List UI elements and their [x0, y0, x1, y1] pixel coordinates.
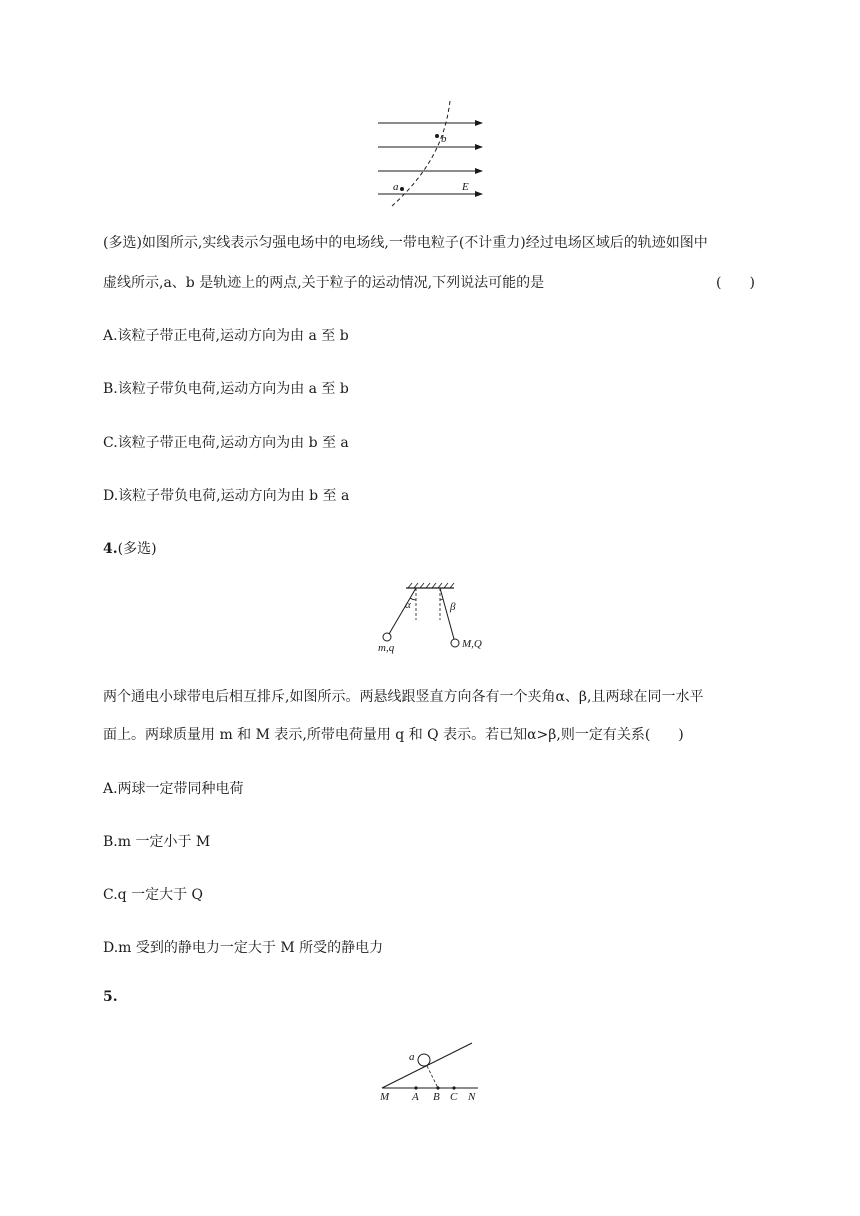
q4-option-d[interactable]: D.m 受到的静电力一定大于 M 所受的静电力: [103, 940, 384, 956]
left-string: [389, 588, 416, 634]
point-a-dot: [400, 187, 404, 191]
label-b: b: [441, 133, 447, 145]
q3-answer-bracket: ( ): [716, 275, 755, 291]
right-string: [440, 588, 454, 639]
ceiling-hatch: [406, 583, 454, 588]
q4-stem-line2: 面上。两球质量用 m 和 M 表示,所带电荷量用 q 和 Q 表示。若已知α>β,则一定有关系( ): [103, 727, 684, 743]
q4-option-c[interactable]: C.q 一定大于 Q: [103, 887, 204, 903]
field-lines-figure: [370, 98, 500, 210]
label-beta: β: [450, 601, 456, 613]
incline-figure: [376, 1036, 490, 1106]
right-ball: [451, 639, 459, 647]
q4-stem-line1: 两个通电小球带电后相互排斥,如图所示。两悬线跟竖直方向各有一个夹角α、β,且两球在同一水平: [103, 689, 704, 705]
q3-option-a[interactable]: A.该粒子带正电荷,运动方向为由 a 至 b: [103, 328, 349, 344]
alpha-arc: [410, 598, 416, 600]
label-alpha: α: [405, 599, 411, 611]
label-right-ball: M,Q: [462, 638, 482, 650]
q4-tag: (多选): [117, 541, 157, 557]
point-b-dot: [435, 134, 439, 138]
q3-stem-line1: (多选)如图所示,实线表示匀强电场中的电场线,一带电粒子(不计重力)经过电场区域后的轨迹如图中: [103, 235, 708, 251]
label-left-ball: m,q: [378, 642, 395, 654]
q5-number: 5.: [103, 989, 118, 1005]
label-E: E: [462, 181, 469, 193]
q4-option-b[interactable]: B.m 一定小于 M: [103, 834, 211, 850]
label-A: A: [412, 1091, 419, 1103]
label-C: C: [450, 1091, 458, 1103]
pendulum-figure: [370, 582, 490, 654]
point-A-dot: [414, 1086, 417, 1089]
point-B-dot: [436, 1086, 439, 1089]
beta-arc: [440, 599, 443, 600]
q4-heading: [103, 538, 157, 558]
point-C-dot: [452, 1086, 455, 1089]
label-N: N: [468, 1091, 476, 1103]
q3-option-d[interactable]: D.该粒子带负电荷,运动方向为由 b 至 a: [103, 488, 350, 504]
q4-number: 4.: [103, 541, 118, 557]
q4-option-a[interactable]: A.两球一定带同种电荷: [103, 781, 244, 797]
label-M: M: [380, 1091, 390, 1103]
left-ball: [383, 633, 391, 641]
q3-option-c[interactable]: C.该粒子带正电荷,运动方向为由 b 至 a: [103, 435, 349, 451]
q3-option-b[interactable]: B.该粒子带负电荷,运动方向为由 a 至 b: [103, 381, 349, 397]
label-a: a: [409, 1051, 415, 1063]
label-B: B: [433, 1091, 440, 1103]
ball-a: [418, 1054, 430, 1066]
q3-stem-line2: 虚线所示,a、b 是轨迹上的两点,关于粒子的运动情况,下列说法可能的是: [103, 275, 545, 291]
label-a: a: [393, 181, 399, 193]
perpendicular-dashed: [427, 1066, 438, 1088]
